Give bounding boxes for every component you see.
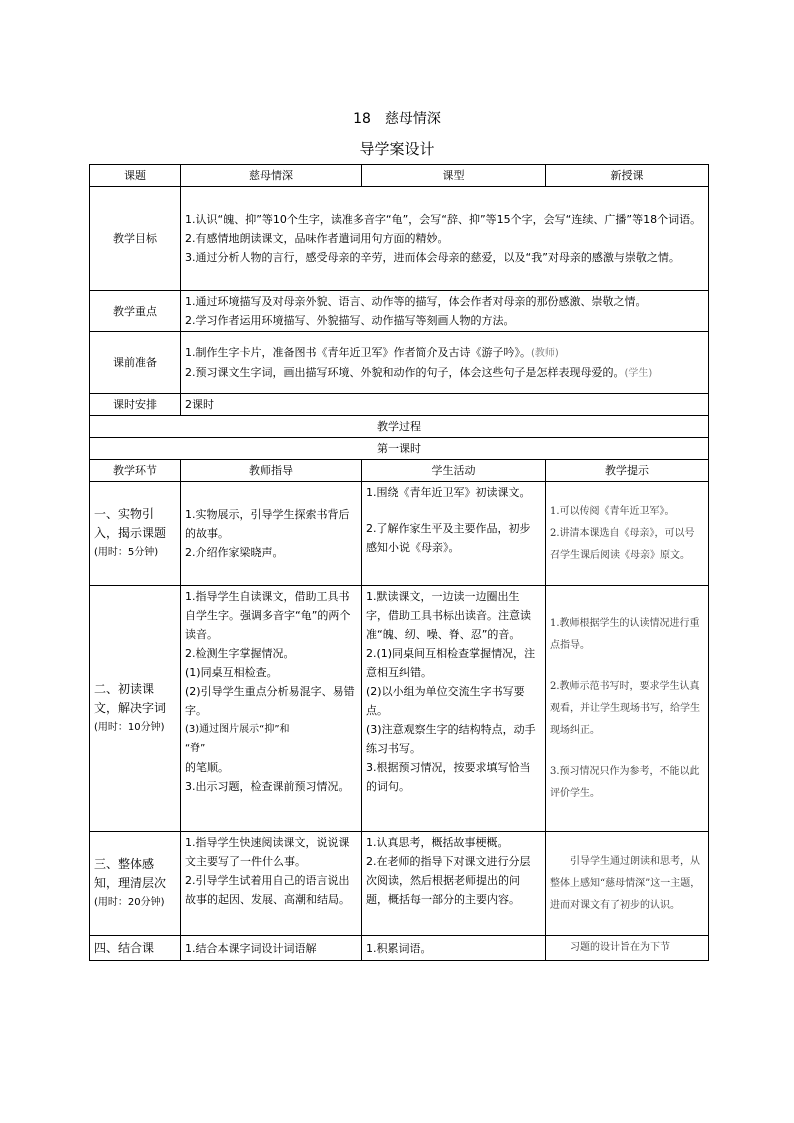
tip-item: 2.教师示范书写时，要求学生认真观看，并让学生现场书写，给学生现场纠正。 bbox=[550, 680, 700, 736]
period-title: 第一课时 bbox=[90, 438, 709, 460]
key-row bbox=[90, 291, 709, 332]
process-title-row bbox=[90, 416, 709, 438]
student-cell bbox=[362, 832, 546, 936]
tips-cell bbox=[546, 482, 709, 586]
stage-duration: (用时：20分钟) bbox=[94, 897, 165, 908]
student-item: 1.默读课文，一边读一边圈出生字，借助工具书标出读音。注意读准“魄、纫、噪、脊、忍”的音。 bbox=[366, 590, 531, 641]
topic-label: 课题 bbox=[90, 165, 181, 187]
column-header: 学生活动 bbox=[362, 460, 546, 482]
goals-label: 教学目标 bbox=[90, 187, 181, 291]
teacher-item: (1)同桌互相检查。 bbox=[185, 666, 278, 679]
student-cell bbox=[362, 482, 546, 586]
stage-name: 三、整体感知，理清层次 bbox=[94, 857, 167, 890]
teacher-item: 2.介绍作家梁晓声。 bbox=[185, 546, 284, 559]
student-item: 2.(1)同桌间互相检查掌握情况，注意相互纠错。 bbox=[366, 647, 536, 679]
key-label: 教学重点 bbox=[90, 291, 181, 332]
time-value: 2课时 bbox=[181, 394, 709, 416]
column-header: 教学环节 bbox=[90, 460, 181, 482]
student-item: 2.在老师的指导下对课文进行分层次阅读，然后根据老师提出的问题，概括每一部分的主要内容。 bbox=[366, 855, 531, 906]
type-value: 新授课 bbox=[546, 165, 709, 187]
lesson-title: 18 慈母情深 bbox=[353, 111, 441, 127]
column-header: 教师指导 bbox=[181, 460, 362, 482]
stage-cell bbox=[90, 832, 181, 936]
tips-cell bbox=[546, 586, 709, 832]
key-cell bbox=[181, 291, 709, 332]
period-title-row bbox=[90, 438, 709, 460]
stage-name: 一、实物引入，揭示课题 bbox=[94, 507, 167, 540]
tip-item: 引导学生通过朗读和思考，从整体上感知“慈母情深”这一主题，进而对课文有了初步的认识。 bbox=[550, 855, 701, 911]
teacher-cell bbox=[181, 936, 362, 961]
table-row bbox=[90, 586, 709, 832]
stage-cell bbox=[90, 482, 181, 586]
tips-cell bbox=[546, 832, 709, 936]
teacher-cell bbox=[181, 586, 362, 832]
teacher-item: 的笔顺。 bbox=[185, 761, 229, 774]
stage-cell bbox=[90, 936, 181, 961]
prep-item bbox=[185, 343, 704, 363]
prep-item-text: 2.预习课文生字词，画出描写环境、外貌和动作的句子，体会这些句子是怎样表现母爱的。 bbox=[185, 365, 625, 379]
goal-item: 3.通过分析人物的言行，感受母亲的辛劳，进而体会母亲的慈爱，以及“我”对母亲的感激与崇敬之情。 bbox=[185, 251, 680, 264]
table-row bbox=[90, 936, 709, 961]
teacher-item: 1.实物展示，引导学生探索书背后的故事。 bbox=[185, 508, 350, 540]
prep-role: (教师) bbox=[531, 347, 559, 359]
teacher-cell bbox=[181, 832, 362, 936]
key-item: 1.通过环境描写及对母亲外貌、语言、动作等的描写，体会作者对母亲的那份感激、崇敬之情。 bbox=[185, 295, 647, 308]
process-title: 教学过程 bbox=[90, 416, 709, 438]
student-cell bbox=[362, 586, 546, 832]
teacher-item: (2)引导学生重点分析易混字、易错字。 bbox=[185, 685, 355, 717]
prep-cell bbox=[181, 332, 709, 394]
student-item: 1.认真思考，概括故事梗概。 bbox=[366, 836, 509, 849]
goal-item: 1.认识“魄、抑”等10个生字，读准多音字“龟”，会写“辞、抑”等15个字，会写“连续、广播”等18个词语。 bbox=[185, 213, 702, 226]
topic-value: 慈母情深 bbox=[181, 165, 362, 187]
teacher-cell bbox=[181, 482, 362, 586]
column-header: 教学提示 bbox=[546, 460, 709, 482]
goal-item: 2.有感情地朗读课文，品味作者遣词用句方面的精妙。 bbox=[185, 232, 449, 245]
table-row bbox=[90, 482, 709, 586]
tip-item: 2.讲清本课选自《母亲》，可以号召学生课后阅读《母亲》原文。 bbox=[550, 527, 695, 561]
teacher-item: 2.引导学生试着用自己的语言说出故事的起因、发展、高潮和结局。 bbox=[185, 874, 350, 906]
prep-item-text: 1.制作生字卡片，准备图书《青年近卫军》作者简介及古诗《游子吟》。 bbox=[185, 345, 531, 359]
tip-item: 习题的设计旨在为下节 bbox=[570, 942, 670, 953]
prep-item bbox=[185, 363, 704, 383]
student-item: 2.了解作家生平及主要作品，初步感知小说《母亲》。 bbox=[366, 522, 531, 554]
teacher-item: 3.出示习题，检查课前预习情况。 bbox=[185, 780, 350, 793]
tip-item: 1.可以传阅《青年近卫军》。 bbox=[550, 505, 675, 517]
teacher-item: 1.结合本课字词设计词语解 bbox=[185, 941, 317, 955]
student-item: 1.围绕《青年近卫军》初读课文。 bbox=[366, 486, 531, 499]
prep-role: (学生) bbox=[624, 367, 653, 379]
student-cell bbox=[362, 936, 546, 961]
time-label: 课时安排 bbox=[90, 394, 181, 416]
student-item: 3.根据预习情况，按要求填写恰当的词句。 bbox=[366, 761, 531, 793]
stage-name: 二、初读课文，解决字词 bbox=[94, 682, 167, 715]
tip-item: 1.教师根据学生的认读情况进行重点指导。 bbox=[550, 617, 700, 651]
table-row bbox=[90, 832, 709, 936]
page-subtitle: 导学案设计 bbox=[359, 140, 435, 158]
stage-duration: (用时：5分钟) bbox=[94, 547, 159, 558]
key-item: 2.学习作者运用环境描写、外貌描写、动作描写等刻画人物的方法。 bbox=[185, 314, 515, 327]
lesson-plan-table bbox=[89, 164, 709, 961]
teacher-item: 1.指导学生自读课文，借助工具书自学生字。强调多音字“龟”的两个读音。 bbox=[185, 590, 351, 641]
student-item: (3)注意观察生字的结构特点，动手练习书写。 bbox=[366, 723, 536, 755]
teacher-item: 2.检测生字掌握情况。 bbox=[185, 647, 295, 660]
teacher-item: “脊” bbox=[185, 743, 206, 754]
prep-label: 课前准备 bbox=[90, 332, 181, 394]
stage-duration: (用时：10分钟) bbox=[94, 722, 165, 733]
column-header-row bbox=[90, 460, 709, 482]
student-item: 1.积累词语。 bbox=[366, 941, 432, 955]
goals-cell bbox=[181, 187, 709, 291]
stage-name: 四、结合课 bbox=[94, 940, 155, 955]
teacher-item: 1.指导学生快速阅读课文，说说课文主要写了一件什么事。 bbox=[185, 836, 350, 868]
prep-row bbox=[90, 332, 709, 394]
topic-row bbox=[90, 165, 709, 187]
goals-row bbox=[90, 187, 709, 291]
teacher-item: (3)通过图片展示“抑”和 bbox=[185, 724, 290, 735]
stage-cell bbox=[90, 586, 181, 832]
type-label: 课型 bbox=[362, 165, 546, 187]
tips-cell bbox=[546, 936, 709, 961]
student-item: (2)以小组为单位交流生字书写要点。 bbox=[366, 685, 525, 717]
time-row bbox=[90, 394, 709, 416]
tip-item: 3.预习情况只作为参考，不能以此评价学生。 bbox=[550, 765, 700, 799]
